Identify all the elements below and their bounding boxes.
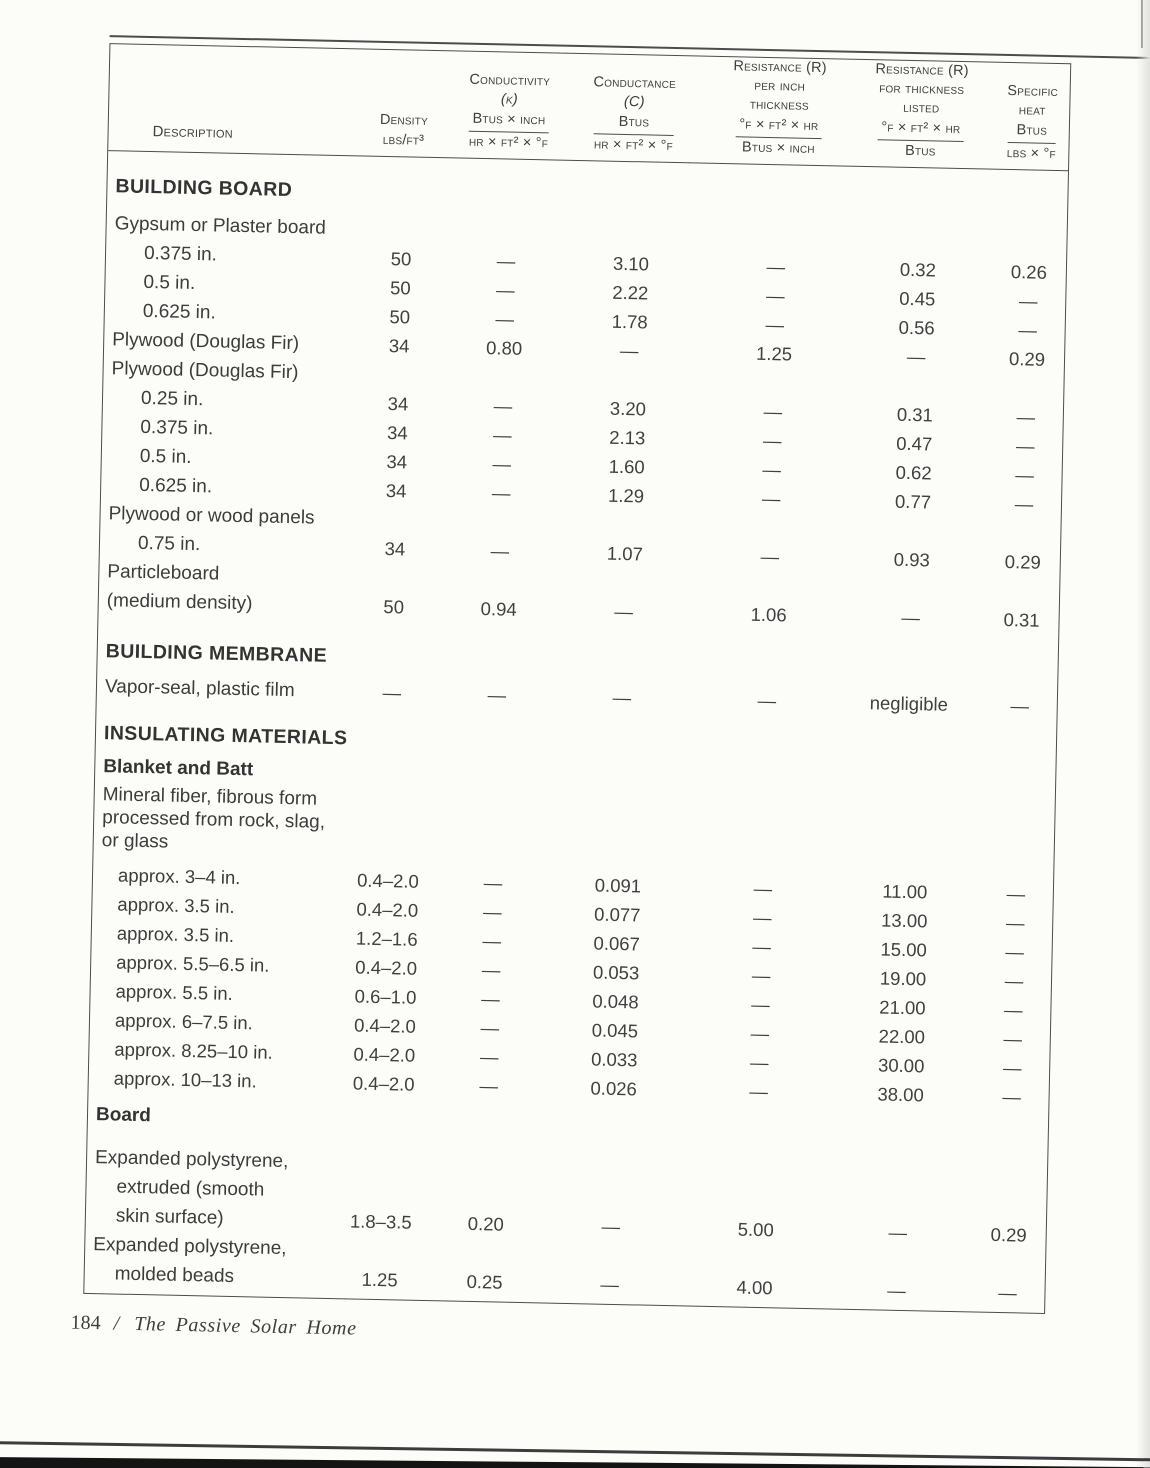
cell-r_per_inch: 1.06 xyxy=(750,603,787,625)
cell-r_per_inch xyxy=(685,1257,825,1260)
cell-r_for_thickness xyxy=(839,587,983,590)
cell-specific_heat: — xyxy=(998,1281,1017,1303)
header-line: for thickness xyxy=(879,80,965,99)
page-footer xyxy=(70,1312,356,1341)
cell-r_for_thickness: — xyxy=(888,1221,908,1243)
cell-r_for_thickness xyxy=(847,202,991,205)
row-label: Blanket and Batt xyxy=(103,755,254,780)
row-label: Expanded polystyrene, xyxy=(94,1146,289,1172)
unit-numerator: Btus × inch xyxy=(469,110,548,133)
cell-specific_heat: — xyxy=(1010,694,1030,717)
cell-r_per_inch xyxy=(695,779,835,782)
cell-density xyxy=(338,657,448,659)
header-line: Conductance xyxy=(593,74,677,93)
cell-r_for_thickness: 0.62 xyxy=(895,461,932,483)
cell-specific_heat: — xyxy=(1003,1027,1023,1049)
row-label: approx. 3.5 in. xyxy=(116,922,235,946)
cell-conductivity: — xyxy=(492,423,512,446)
cell-r_for_thickness xyxy=(847,239,991,242)
cell-r_per_inch: — xyxy=(749,1080,769,1102)
column-header-density xyxy=(348,111,459,159)
cell-conductance xyxy=(538,1124,688,1127)
cell-r_per_inch: — xyxy=(752,935,772,957)
cell-r_for_thickness xyxy=(835,810,979,813)
header-line: listed xyxy=(903,100,940,117)
cell-conductivity: — xyxy=(493,394,513,417)
cell-conductivity xyxy=(451,521,551,523)
unit-denominator: lbs × °f xyxy=(1006,144,1056,162)
cell-r_for_thickness: — xyxy=(887,1279,906,1301)
cell-density: 1.25 xyxy=(361,1268,398,1290)
row-label: skin surface) xyxy=(115,1205,224,1229)
cell-density: 0.4–2.0 xyxy=(356,898,419,921)
cell-density xyxy=(328,1119,438,1121)
cell-density xyxy=(336,739,446,741)
cell-density: 1.2–1.6 xyxy=(355,927,418,950)
header-line: per inch xyxy=(754,77,806,95)
cell-r_per_inch xyxy=(700,526,840,529)
cell-density: 50 xyxy=(390,247,412,270)
cell-r_per_inch: — xyxy=(761,487,781,509)
cell-conductivity xyxy=(444,825,544,827)
cell-density xyxy=(335,772,445,774)
cell-r_for_thickness xyxy=(826,1202,970,1205)
cell-r_per_inch xyxy=(707,199,847,202)
cell-conductivity: — xyxy=(481,987,501,1010)
cell-specific_heat: — xyxy=(1015,463,1035,486)
cell-conductance: 1.07 xyxy=(606,542,644,564)
cell-conductance xyxy=(557,196,707,199)
cell-density xyxy=(325,1249,435,1251)
cell-specific_heat: — xyxy=(1018,318,1038,341)
cell-specific_heat xyxy=(982,670,1060,672)
header-line: lbs/ft³ xyxy=(382,131,425,149)
cell-conductivity: — xyxy=(479,1045,499,1068)
cell-r_for_thickness: — xyxy=(906,345,926,367)
cell-conductance xyxy=(551,523,701,526)
row-label: approx. 5.5 in. xyxy=(115,979,234,1004)
header-line: heat xyxy=(1018,102,1046,120)
cell-conductivity xyxy=(435,1252,535,1254)
book-title: The Passive Solar Home xyxy=(133,1312,357,1340)
unit-fraction xyxy=(469,110,549,153)
row-label: approx. 8.25–10 in. xyxy=(114,1037,274,1063)
cell-conductance: 0.077 xyxy=(593,902,641,925)
cell-r_per_inch xyxy=(687,1170,827,1173)
cell-conductance xyxy=(545,804,695,807)
cell-conductivity xyxy=(436,1194,536,1196)
cell-r_per_inch xyxy=(686,1199,826,1202)
cell-conductivity xyxy=(457,194,557,196)
cell-conductance: — xyxy=(601,1215,621,1237)
cell-density: 34 xyxy=(387,392,409,414)
cell-density xyxy=(347,229,457,231)
cell-specific_heat xyxy=(978,836,1056,838)
cell-r_for_thickness xyxy=(828,1130,972,1133)
cell-specific_heat: — xyxy=(1016,405,1036,428)
cell-r_per_inch xyxy=(699,584,839,587)
cell-r_per_inch xyxy=(694,830,834,833)
cell-r_for_thickness: 22.00 xyxy=(878,1024,926,1047)
row-label: Plywood (Douglas Fir) xyxy=(111,357,299,383)
cell-density: 0.4–2.0 xyxy=(353,1042,416,1066)
cell-r_for_thickness: 38.00 xyxy=(877,1082,924,1105)
row-label: Plywood (Douglas Fir) xyxy=(112,328,300,354)
cell-density: 1.8–3.5 xyxy=(349,1209,412,1233)
cell-conductance xyxy=(546,743,696,746)
cell-conductivity: — xyxy=(495,278,515,301)
cell-specific_heat: — xyxy=(1004,969,1024,991)
cell-r_per_inch: — xyxy=(765,313,785,335)
cell-r_for_thickness xyxy=(825,1260,969,1263)
cell-density xyxy=(334,846,444,848)
row-label: 0.75 in. xyxy=(137,532,201,555)
cell-conductivity: 0.94 xyxy=(480,597,517,620)
column-header-conductance xyxy=(558,73,710,164)
cell-r_per_inch xyxy=(695,807,835,810)
row-label: 0.375 in. xyxy=(143,242,218,265)
cell-r_for_thickness: 0.32 xyxy=(899,258,937,281)
row-label: Expanded polystyrene, xyxy=(93,1233,287,1259)
row-label: (medium density) xyxy=(106,589,253,614)
cell-conductance: 1.60 xyxy=(608,455,645,477)
row-label: BUILDING BOARD xyxy=(115,175,293,202)
cell-conductivity xyxy=(444,848,544,850)
cell-specific_heat: 0.29 xyxy=(1008,347,1046,370)
unit-numerator: °f × ft² × hr xyxy=(878,119,963,142)
header-line: Specific xyxy=(1007,83,1059,101)
cell-r_for_thickness xyxy=(840,529,984,532)
cell-conductance: 0.067 xyxy=(593,931,641,954)
cell-density: 34 xyxy=(384,537,406,559)
cell-density xyxy=(344,374,454,376)
row-label: BUILDING MEMBRANE xyxy=(105,640,328,667)
cell-density xyxy=(326,1191,436,1193)
unit-denominator: Btus xyxy=(904,142,936,159)
row-label: approx. 10–13 in. xyxy=(113,1066,257,1091)
row-label: extruded (smooth xyxy=(116,1176,265,1201)
row-label: approx. 6–7.5 in. xyxy=(114,1008,254,1033)
cell-conductivity: — xyxy=(482,929,502,952)
unit-numerator: Btus xyxy=(594,113,673,136)
cell-conductivity xyxy=(454,376,554,378)
cell-conductance: 0.045 xyxy=(591,1018,639,1041)
cell-specific_heat: — xyxy=(1002,1085,1022,1107)
cell-r_per_inch: — xyxy=(757,689,777,711)
row-label: approx. 5.5–6.5 in. xyxy=(116,950,270,976)
cell-density: 50 xyxy=(389,305,411,328)
cell-density xyxy=(335,800,445,802)
cell-density xyxy=(341,519,451,521)
cell-r_per_inch: — xyxy=(750,1022,770,1044)
cell-density xyxy=(334,823,444,825)
cell-r_for_thickness: 0.47 xyxy=(896,432,933,454)
cell-conductance: 2.22 xyxy=(612,281,649,303)
cell-density: 34 xyxy=(388,334,410,356)
cell-density: 0.4–2.0 xyxy=(353,1013,417,1037)
cell-r_for_thickness: 30.00 xyxy=(877,1053,925,1076)
cell-conductivity xyxy=(438,1122,538,1124)
cell-r_for_thickness xyxy=(834,856,978,859)
cell-r_per_inch: — xyxy=(752,906,772,928)
cell-specific_heat: 0.26 xyxy=(1010,260,1048,283)
row-label: 0.5 in. xyxy=(139,445,192,468)
cell-r_for_thickness: negligible xyxy=(869,691,949,715)
cell-conductance xyxy=(535,1254,685,1257)
cell-specific_heat xyxy=(991,205,1069,207)
unit-fraction xyxy=(736,116,822,159)
cell-specific_heat xyxy=(987,387,1065,389)
cell-specific_heat xyxy=(971,1176,1049,1178)
cell-r_per_inch: — xyxy=(765,284,785,306)
cell-density: 34 xyxy=(385,479,407,501)
row-label: 0.25 in. xyxy=(140,387,204,410)
cell-r_per_inch xyxy=(688,1127,828,1130)
cell-specific_heat: — xyxy=(1005,911,1025,934)
unit-denominator: Btus × inch xyxy=(741,138,815,157)
cell-conductivity: 0.80 xyxy=(485,336,523,359)
cell-specific_heat: — xyxy=(1015,434,1035,457)
unit-fraction xyxy=(1007,121,1057,163)
cell-specific_heat xyxy=(979,785,1057,787)
cell-r_per_inch xyxy=(698,664,838,667)
cell-density xyxy=(339,577,449,579)
unit-numerator: °f × ft² × hr xyxy=(736,116,821,139)
cell-conductivity: — xyxy=(482,900,502,923)
cell-specific_heat: — xyxy=(1003,998,1023,1020)
header-line: thickness xyxy=(749,96,809,115)
header-line: (C) xyxy=(623,94,645,111)
cell-specific_heat: — xyxy=(1014,492,1034,515)
cell-conductance xyxy=(549,581,699,584)
cell-conductivity: — xyxy=(495,307,515,330)
cell-conductance: 0.033 xyxy=(590,1047,638,1070)
cell-density: 34 xyxy=(386,450,408,472)
cell-conductivity: — xyxy=(496,249,516,272)
column-header-conductivity xyxy=(458,71,560,161)
cell-conductivity: — xyxy=(481,958,501,981)
row-label: Mineral fiber, fibrous form xyxy=(102,783,318,810)
cell-density xyxy=(327,1162,437,1164)
cell-conductivity: — xyxy=(487,683,507,706)
row-label: 0.625 in. xyxy=(142,300,216,323)
cell-conductivity: — xyxy=(490,539,510,562)
cell-r_for_thickness: 21.00 xyxy=(879,995,926,1018)
cell-density: 0.4–2.0 xyxy=(356,869,420,892)
cell-r_for_thickness: 0.45 xyxy=(899,287,936,309)
cell-specific_heat xyxy=(969,1263,1047,1265)
cell-specific_heat xyxy=(979,813,1057,815)
cell-conductivity xyxy=(448,659,548,661)
cell-density: 34 xyxy=(386,421,408,443)
row-label: approx. 3–4 in. xyxy=(117,864,241,888)
cell-conductivity xyxy=(446,741,546,743)
cell-conductivity: 0.25 xyxy=(466,1270,503,1293)
cell-conductivity xyxy=(437,1165,537,1167)
cell-r_for_thickness: 0.77 xyxy=(894,490,932,512)
cell-conductance xyxy=(537,1167,687,1170)
row-label: Plywood or wood panels xyxy=(108,502,315,529)
unit-fraction xyxy=(594,113,674,156)
cell-specific_heat xyxy=(970,1205,1048,1207)
header-line: Description xyxy=(152,122,234,142)
cell-specific_heat xyxy=(980,752,1058,754)
cell-conductivity: — xyxy=(483,871,503,894)
cell-r_per_inch xyxy=(696,746,836,749)
row-label: INSULATING MATERIALS xyxy=(103,722,348,750)
cell-conductance: 2.13 xyxy=(609,426,646,448)
cell-conductance: — xyxy=(612,686,632,708)
unit-denominator: hr × ft² × °f xyxy=(593,135,674,154)
cell-conductivity: — xyxy=(492,452,512,475)
cell-conductance: 1.78 xyxy=(611,310,648,332)
cell-conductance: 0.026 xyxy=(590,1076,638,1099)
cell-r_per_inch: — xyxy=(763,400,783,422)
cell-conductance xyxy=(554,378,704,381)
cell-r_for_thickness: 0.31 xyxy=(896,403,934,425)
cell-r_per_inch: 1.25 xyxy=(755,342,793,365)
row-label: or glass xyxy=(101,829,169,853)
cell-specific_heat: 0.31 xyxy=(1003,608,1040,631)
cell-r_per_inch: — xyxy=(753,877,773,899)
cell-density: 50 xyxy=(389,276,411,299)
cell-conductance: 3.20 xyxy=(609,397,647,419)
cell-conductance: 1.29 xyxy=(607,484,645,506)
cell-r_for_thickness: 19.00 xyxy=(879,966,927,989)
row-label: 0.625 in. xyxy=(139,474,213,497)
cell-r_for_thickness: 0.93 xyxy=(893,548,931,570)
column-header-description xyxy=(108,121,349,156)
row-label: molded beads xyxy=(114,1263,235,1287)
cell-r_per_inch: — xyxy=(749,1051,769,1073)
column-header-resistance_per_inch xyxy=(708,57,850,167)
unit-denominator: hr × ft² × °f xyxy=(468,133,549,151)
cell-specific_heat: — xyxy=(1002,1056,1022,1078)
cell-r_per_inch xyxy=(694,853,834,856)
header-line: Resistance (R) xyxy=(875,61,969,80)
cell-conductivity xyxy=(457,231,557,233)
cell-conductance xyxy=(545,776,695,779)
cell-specific_heat xyxy=(978,859,1056,861)
cell-r_per_inch: — xyxy=(751,993,770,1015)
column-header-resistance_for_thickness xyxy=(848,60,994,170)
column-header-specific_heat xyxy=(992,82,1072,171)
cell-r_per_inch xyxy=(707,236,847,239)
cell-r_per_inch: — xyxy=(762,429,782,451)
cell-density: 0.4–2.0 xyxy=(352,1071,415,1095)
cell-r_for_thickness: 11.00 xyxy=(882,880,928,902)
footer-separator: / xyxy=(113,1312,120,1335)
cell-conductance: — xyxy=(614,600,634,622)
cell-conductivity: 0.20 xyxy=(467,1212,505,1235)
cell-r_for_thickness xyxy=(827,1173,971,1176)
row-label: processed from rock, slag, xyxy=(102,806,326,833)
cell-conductance xyxy=(544,850,694,853)
table-rows xyxy=(84,151,1068,1308)
materials-table xyxy=(83,43,1071,1314)
cell-specific_heat: — xyxy=(1005,940,1025,962)
cell-r_per_inch: 4.00 xyxy=(736,1276,773,1298)
cell-r_for_thickness xyxy=(843,384,987,387)
unit-fraction xyxy=(878,119,964,162)
cell-conductance xyxy=(544,827,694,830)
header-line: (k) xyxy=(500,91,519,108)
cell-specific_heat: — xyxy=(1006,882,1026,905)
cell-specific_heat xyxy=(983,590,1061,592)
cell-r_for_thickness: 0.56 xyxy=(898,316,935,338)
cell-conductivity xyxy=(445,774,545,776)
row-label: approx. 3.5 in. xyxy=(117,893,235,917)
cell-r_per_inch: 5.00 xyxy=(737,1218,774,1240)
cell-density: — xyxy=(382,681,402,703)
cell-r_for_thickness: — xyxy=(901,606,921,628)
cell-conductance xyxy=(536,1196,686,1199)
cell-conductivity: — xyxy=(491,481,511,504)
cell-conductance: 0.053 xyxy=(592,960,640,983)
header-line: Density xyxy=(379,112,429,130)
cell-specific_heat xyxy=(990,242,1068,244)
cell-r_per_inch: — xyxy=(751,964,771,986)
cell-specific_heat xyxy=(984,532,1062,534)
cell-conductance: — xyxy=(619,339,639,361)
cell-conductance: 0.048 xyxy=(592,989,639,1012)
header-line: Conductivity xyxy=(469,71,551,90)
row-label: 0.375 in. xyxy=(140,416,214,439)
cell-density: 0.6–1.0 xyxy=(354,984,417,1008)
cell-density xyxy=(347,192,457,194)
cell-r_for_thickness xyxy=(838,667,982,670)
table-header xyxy=(108,44,1070,171)
cell-r_per_inch: — xyxy=(760,545,780,567)
cell-conductance: 3.10 xyxy=(612,252,650,274)
scan-right-shadow xyxy=(1136,0,1150,1468)
cell-conductance: — xyxy=(600,1273,620,1295)
cell-conductivity: — xyxy=(480,1016,500,1039)
row-label: 0.5 in. xyxy=(143,271,196,294)
cell-conductivity xyxy=(445,802,545,804)
cell-r_per_inch xyxy=(704,381,844,384)
cell-r_for_thickness xyxy=(834,833,978,836)
cell-r_per_inch: — xyxy=(762,458,782,480)
cell-specific_heat: 0.29 xyxy=(990,1223,1027,1246)
unit-numerator: Btus xyxy=(1007,121,1056,143)
row-label: Vapor-seal, plastic film xyxy=(104,675,295,701)
cell-conductance xyxy=(557,233,707,236)
cell-conductance xyxy=(548,661,698,664)
row-label: Particleboard xyxy=(107,560,220,585)
cell-density: 0.4–2.0 xyxy=(355,956,418,979)
cell-conductivity: — xyxy=(479,1074,499,1097)
cell-r_for_thickness: 15.00 xyxy=(880,937,928,960)
cell-conductance: 0.091 xyxy=(594,874,642,896)
cell-r_per_inch: — xyxy=(766,255,786,277)
page-number: 184 xyxy=(70,1311,101,1335)
cell-specific_heat: 0.29 xyxy=(1004,550,1042,573)
header-line: Resistance (R) xyxy=(733,58,827,77)
row-label: Gypsum or Plaster board xyxy=(114,212,327,239)
cell-specific_heat xyxy=(972,1133,1050,1135)
cell-density: 50 xyxy=(383,595,405,617)
cell-specific_heat: — xyxy=(1018,289,1038,312)
cell-r_for_thickness: 13.00 xyxy=(880,909,928,931)
cell-r_for_thickness xyxy=(836,749,980,752)
cell-conductivity xyxy=(449,579,549,581)
row-label: Board xyxy=(95,1103,152,1126)
cell-r_for_thickness xyxy=(835,782,979,785)
